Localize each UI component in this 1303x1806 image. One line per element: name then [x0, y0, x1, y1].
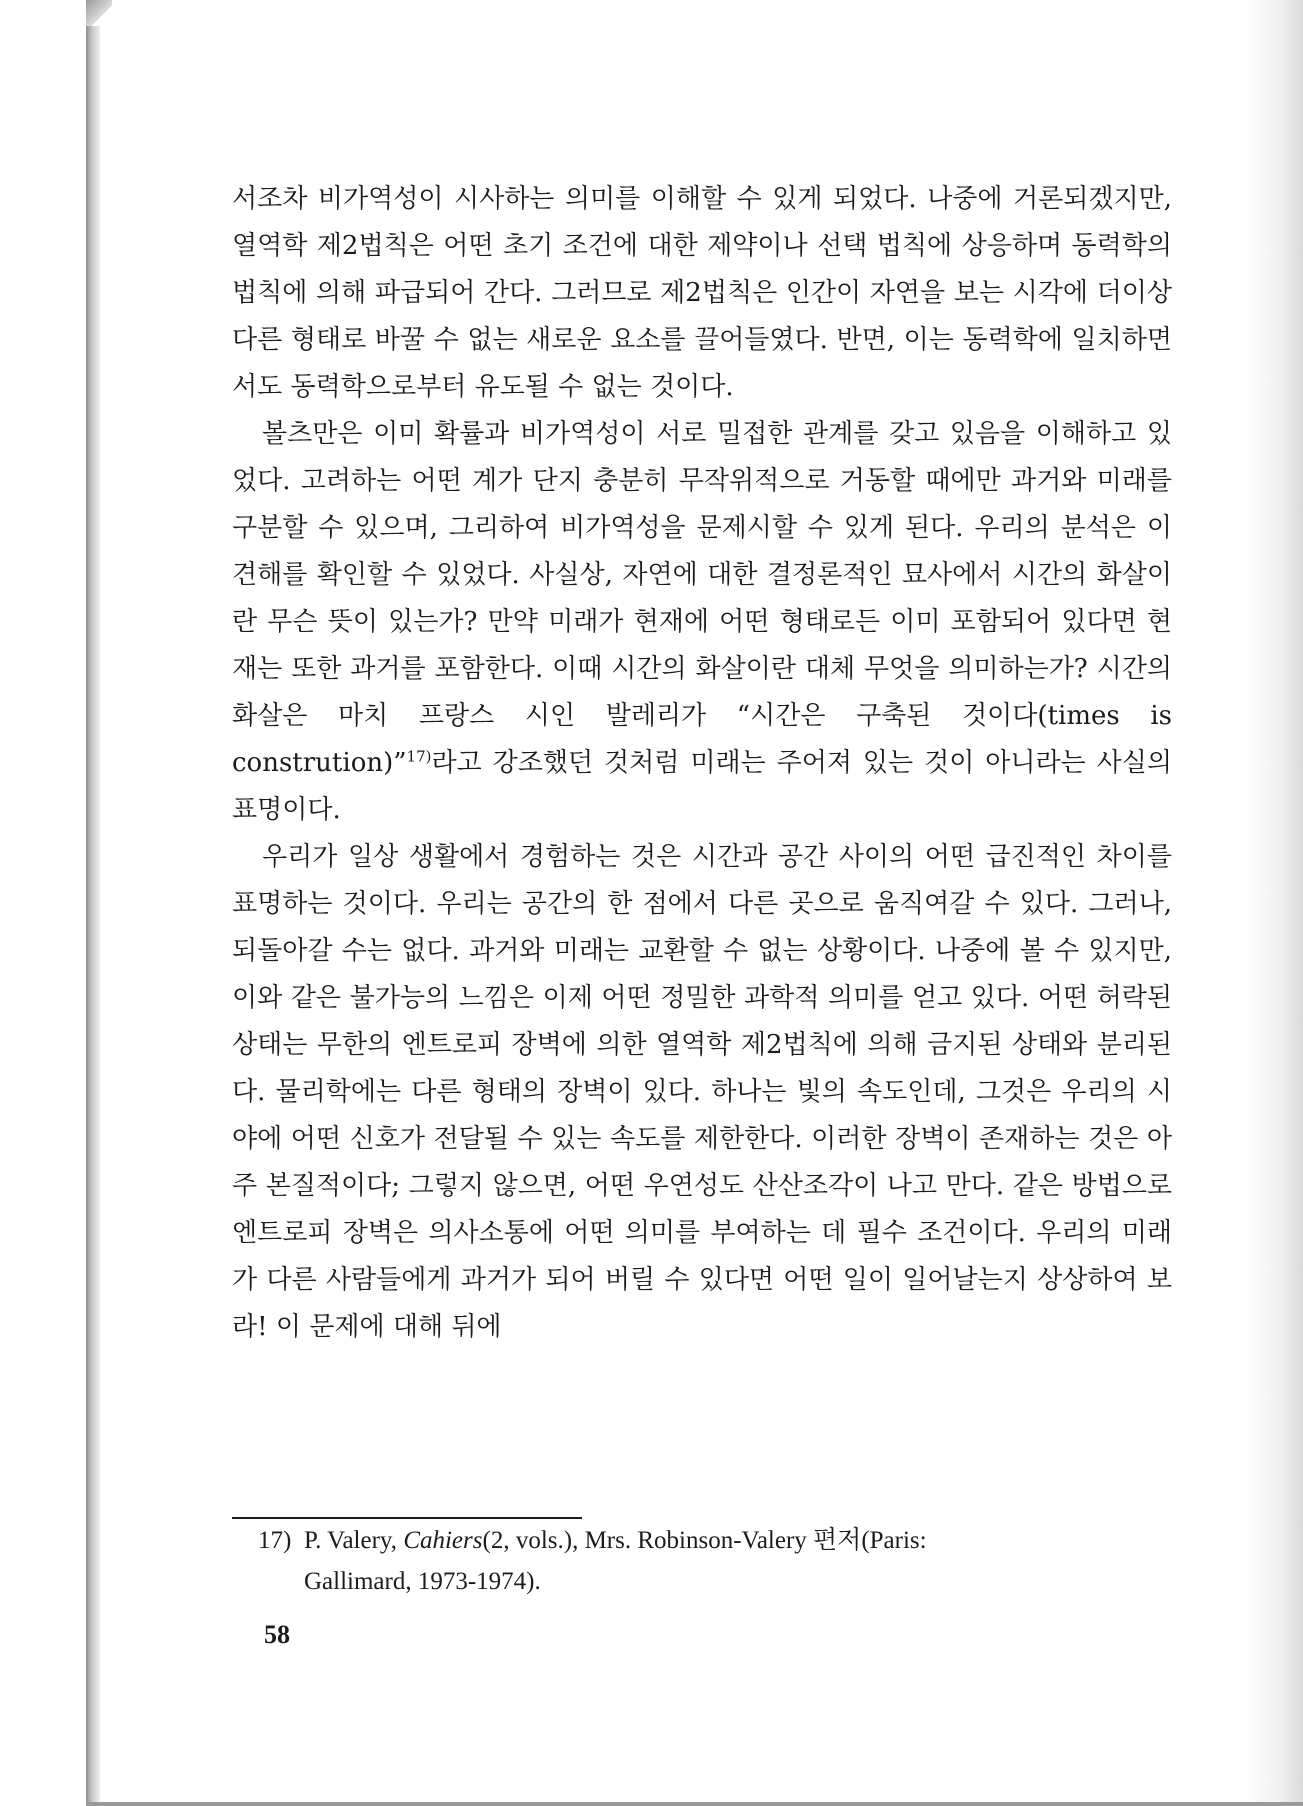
- book-spine-shadow: [86, 0, 100, 1806]
- paragraph-3: 우리가 일상 생활에서 경험하는 것은 시간과 공간 사이의 어떤 급진적인 차이를 표명하는 것이다. 우리는 공간의 한 점에서 다른 곳으로 움직여갈 수 있다. 그러나, 되돌아갈 수는 없다. 과거와 미래는 교환할 수 없는 상황이다. 나중에 볼 수 있지만, 이와 같은 불가능의 느낌은 이제 어떤 정밀한 과학적 의미를 얻고 있다. 어떤 허락된 상태는 무한의 엔트로피 장벽에 의한 열역학 제2법칙에 의해 금지된 상태와 분리된다. 물리학에는 다른 형태의 장벽이 있다. 하나는 빛의 속도인데, 그것은 우리의 시야에 어떤 신호가 전달될 수 있는 속도를 제한한다. 이러한 장벽이 존재하는 것은 아주 본질적이다; 그렇지 않으면, 어떤 우연성도 산산조각이 나고 만다. 같은 방법으로 엔트로피 장벽은 의사소통에 어떤 의미를 부여하는 데 필수 조건이다. 우리의 미래가 다른 사람들에게 과거가 되어 버릴 수 있다면 어떤 일이 일어날는지 상상하여 보라! 이 문제에 대해 뒤에: [232, 842, 1173, 1342]
- footnote-title: Cahiers: [403, 1527, 483, 1554]
- footnote-line-1: [258, 1520, 1178, 1561]
- footnote-publication-info: (2, vols.), Mrs. Robinson-Valery 편저(Paris:: [482, 1527, 927, 1554]
- footnote-17: [258, 1520, 1178, 1602]
- page-bottom-edge: [86, 1802, 1303, 1806]
- paragraph-2-text-after-note: 라고 강조했던 것처럼 미래는 주어져 있는 것이 아니라는 사실의 표명이다.: [232, 748, 1172, 825]
- page-corner: [86, 0, 112, 26]
- footnote-line-2: Gallimard, 1973-1974).: [304, 1568, 541, 1595]
- footnote-number: 17): [258, 1527, 292, 1554]
- paragraph-2: [232, 411, 1172, 834]
- footnote-separator: [232, 1517, 582, 1519]
- page-number: 58: [264, 1620, 290, 1649]
- footnote-author: P. Valery,: [304, 1527, 398, 1554]
- body-text: [232, 176, 1172, 1351]
- paragraph-1: 서조차 비가역성이 시사하는 의미를 이해할 수 있게 되었다. 나중에 거론되겠지만, 열역학 제2법칙은 어떤 초기 조건에 대한 제약이나 선택 법칙에 상응하며 동력학의 법칙에 의해 파급되어 간다. 그러므로 제2법칙은 인간이 자연을 보는 시각에 더이상 다른 형태로 바꿀 수 없는 새로운 요소를 끌어들였다. 반면, 이는 동력학에 일치하면서도 동력학으로부터 유도될 수 없는 것이다.: [232, 184, 1172, 402]
- paragraph-2-text-before-note: 볼츠만은 이미 확률과 비가역성이 서로 밀접한 관계를 갖고 있음을 이해하고 있었다. 고려하는 어떤 계가 단지 충분히 무작위적으로 거동할 때에만 과거와 미래를 구분할 수 있으며, 그리하여 비가역성을 문제시할 수 있게 된다. 우리의 분석은 이 견해를 확인할 수 있었다. 사실상, 자연에 대한 결정론적인 묘사에서 시간의 화살이란 무슨 뜻이 있는가? 만약 미래가 현재에 어떤 형태로든 이미 포함되어 있다면 현재는 또한 과거를 포함한다. 이때 시간의 화살이란 대체 무엇을 의미하는가? 시간의 화살은 마치 프랑스 시인 발레리가 “시간은 구축된 것이다(times is constrution)”: [232, 419, 1173, 778]
- page-edge-shadow: [1243, 0, 1303, 1806]
- footnote-reference-17: 17): [406, 747, 432, 766]
